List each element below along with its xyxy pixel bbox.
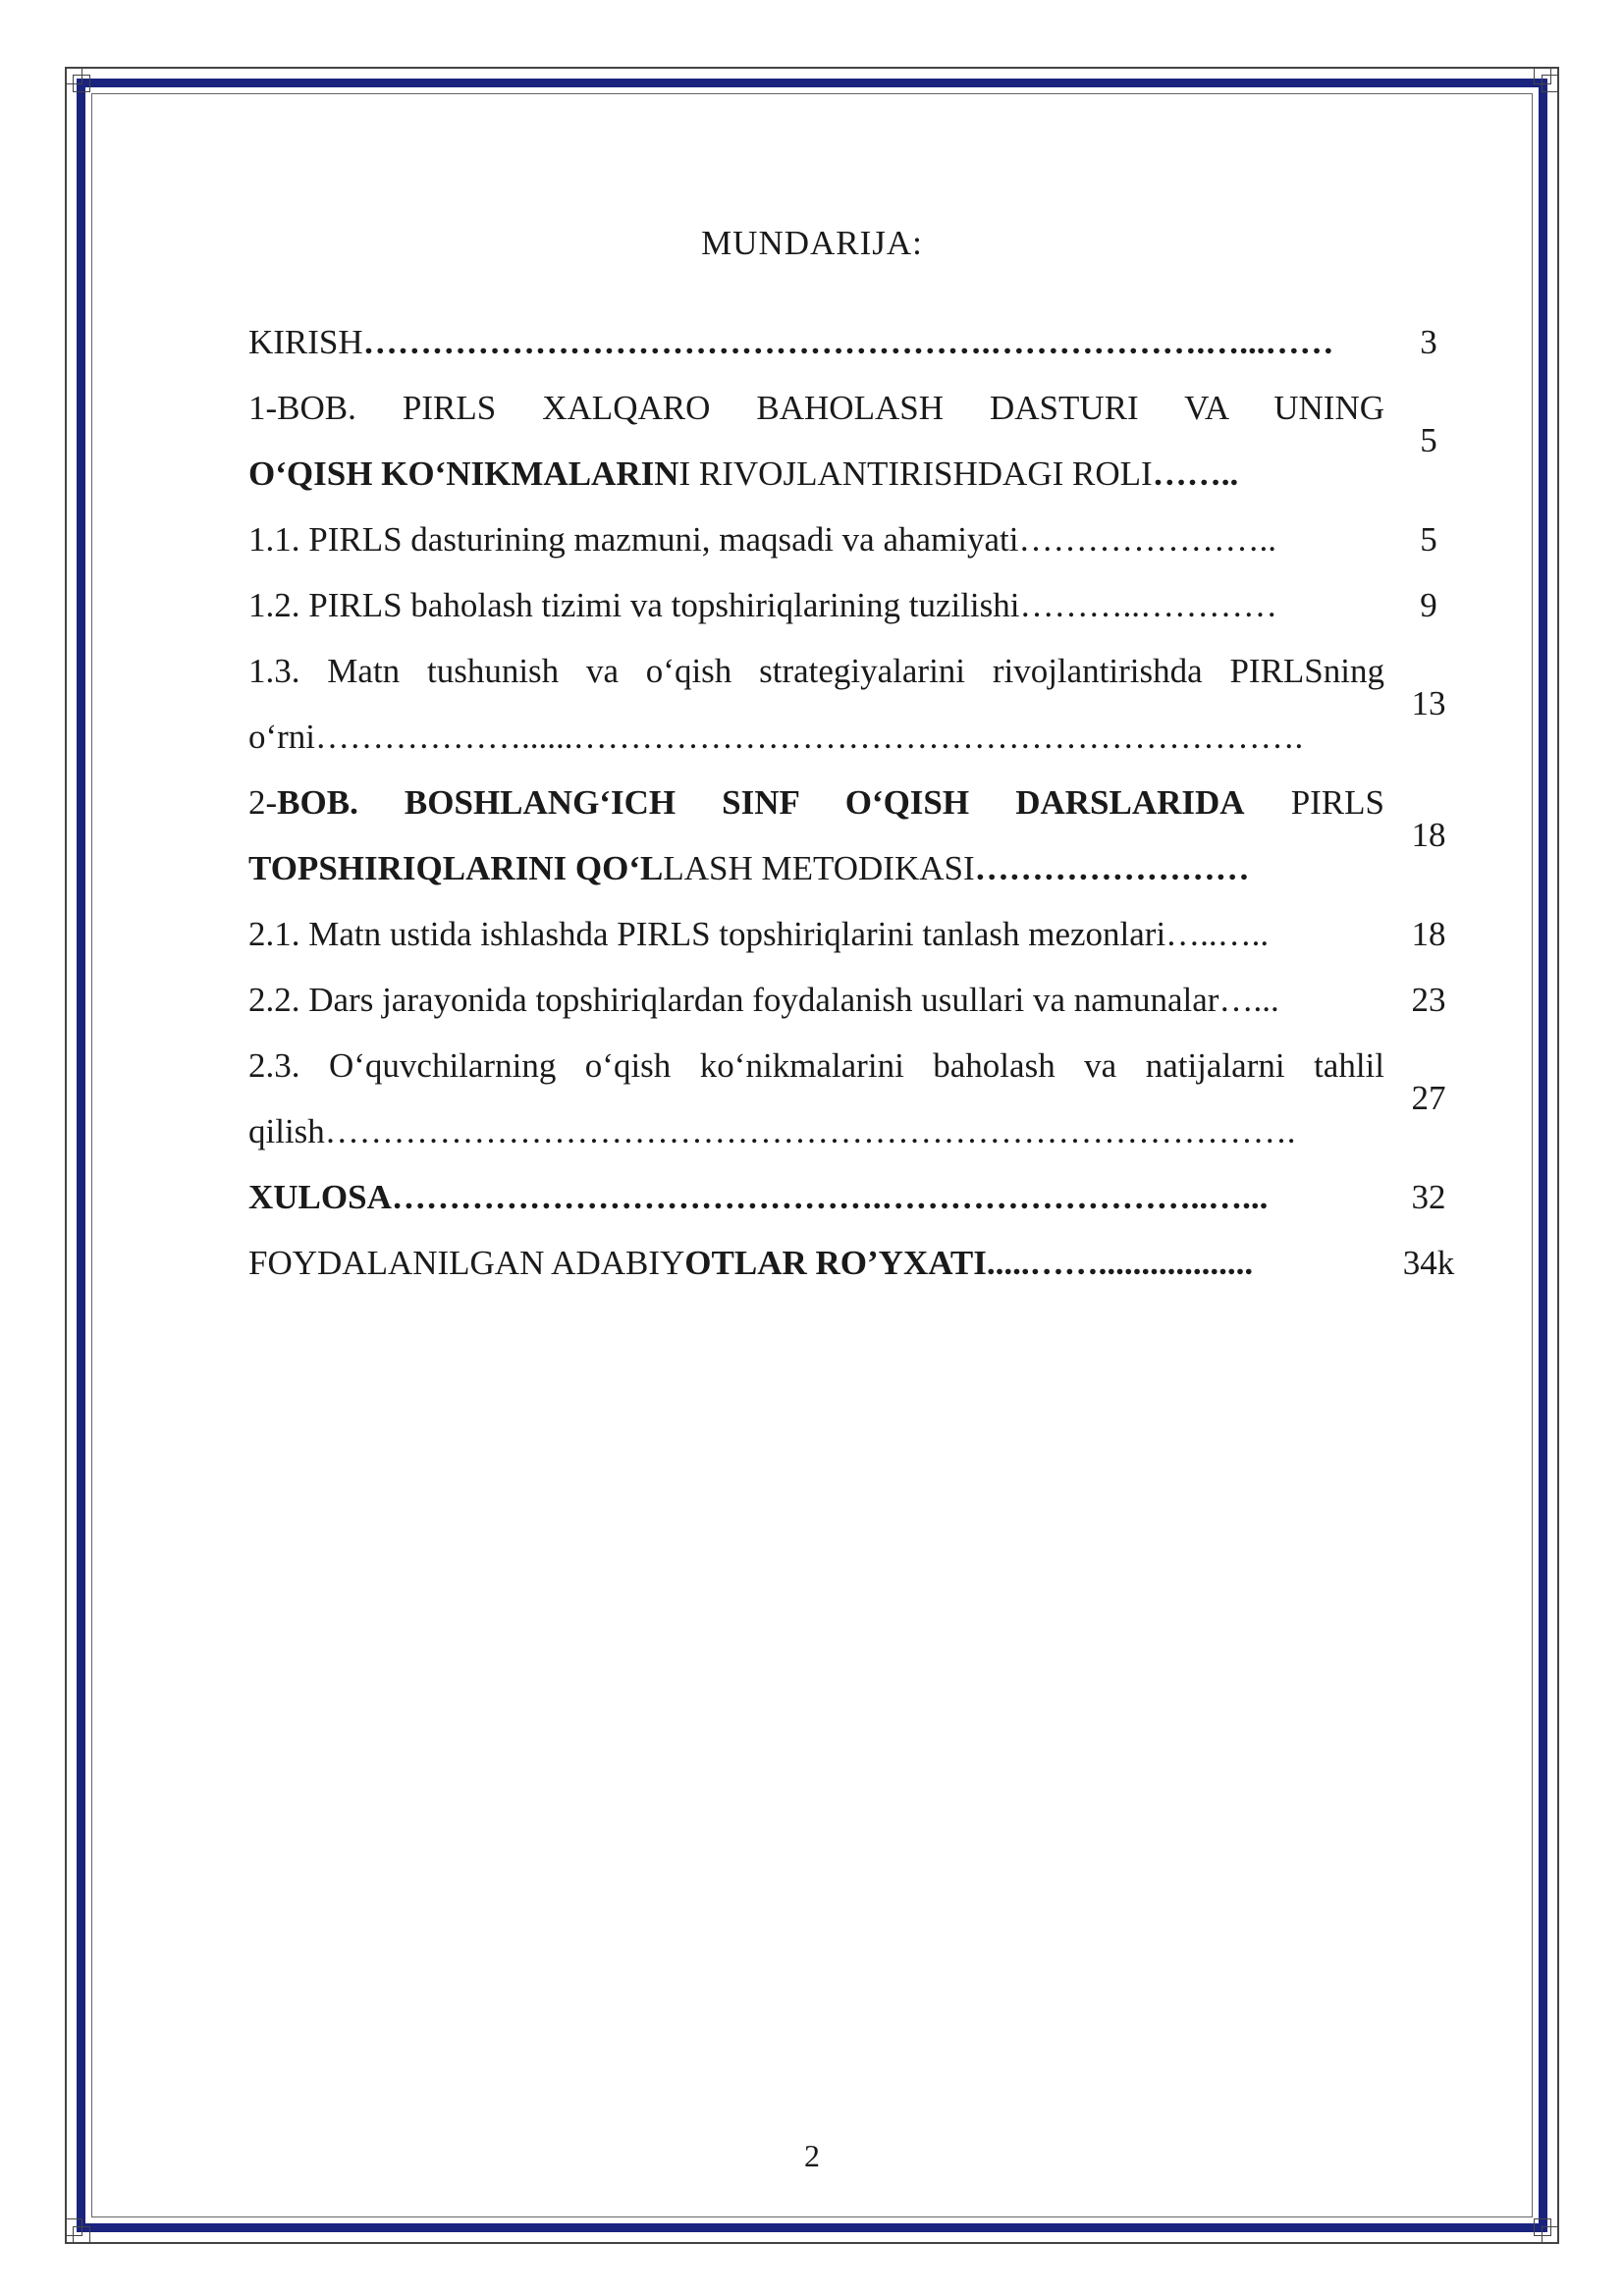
toc-entry-line — [248, 901, 1384, 967]
table-of-contents — [248, 309, 1476, 1296]
toc-entry-line — [248, 1033, 1384, 1098]
toc-text-run: o‘rni………………......………………………………………………………. — [248, 718, 1304, 756]
toc-entry-line — [248, 967, 1384, 1033]
toc-text-run: PIRLS — [1244, 783, 1385, 822]
toc-text-run: 2.2. Dars jarayonida topshiriqlardan foydalanish usullari va namunalar…... — [248, 981, 1279, 1019]
toc-text-run: LASH METODIKASI — [663, 849, 975, 887]
toc-text-run: ……………………………………………….……………….…...…… — [362, 323, 1334, 361]
toc-entry-line — [248, 1230, 1384, 1296]
toc-entry-page-number: 18 — [1411, 816, 1446, 854]
frame-corner-ornament — [1534, 67, 1559, 92]
toc-entry-title — [248, 901, 1384, 967]
toc-entry[interactable] — [248, 1033, 1476, 1164]
toc-entry[interactable] — [248, 901, 1476, 967]
page-number: 2 — [804, 2138, 820, 2173]
toc-entry-page-number: 34k — [1402, 1243, 1455, 1282]
toc-entry-page-number: 32 — [1411, 1177, 1446, 1216]
toc-entry-line — [248, 1098, 1384, 1164]
toc-text-run: I RIVOJLANTIRISHDAGI ROLI — [678, 454, 1153, 493]
toc-entry[interactable] — [248, 967, 1476, 1033]
toc-text-run: …………………… — [974, 849, 1250, 887]
toc-entry-page-number: 13 — [1411, 684, 1446, 722]
toc-entry[interactable] — [248, 1164, 1476, 1230]
toc-entry-title — [248, 1033, 1384, 1164]
toc-entry-line — [248, 375, 1384, 441]
toc-entry-page-number: 3 — [1420, 322, 1437, 361]
toc-entry-title — [248, 770, 1384, 901]
toc-entry-title — [248, 1164, 1384, 1230]
toc-text-run: FOYDALANILGAN ADABIY — [248, 1244, 685, 1282]
toc-text-run: qilish…………………………………………………………………………. — [248, 1112, 1296, 1150]
frame-corner-ornament — [1534, 2218, 1559, 2244]
toc-text-run: …………………………………….………………………..…... — [391, 1178, 1269, 1216]
toc-entry-line — [248, 1164, 1384, 1230]
toc-text-run: 1.2. PIRLS baholash tizimi va topshiriqlarining tuzilishi………..………… — [248, 586, 1278, 624]
toc-entry[interactable] — [248, 507, 1476, 572]
toc-entry-line — [248, 441, 1384, 507]
toc-entry-page-number: 23 — [1411, 980, 1446, 1019]
toc-entry-title — [248, 638, 1384, 770]
toc-entry-title — [248, 967, 1384, 1033]
toc-entry-line — [248, 770, 1384, 835]
toc-entry-line — [248, 507, 1384, 572]
toc-text-run: TOPSHIRIQLARINI QO‘L — [248, 849, 664, 887]
toc-entry-line — [248, 309, 1384, 375]
toc-entry-page-number: 27 — [1411, 1079, 1446, 1117]
toc-entry-line — [248, 572, 1384, 638]
toc-entry-line — [248, 638, 1384, 704]
toc-entry[interactable] — [248, 572, 1476, 638]
toc-entry[interactable] — [248, 309, 1476, 375]
toc-entry-page-number: 5 — [1420, 421, 1437, 459]
toc-entry-page-number: 18 — [1411, 914, 1446, 953]
toc-entry-title — [248, 309, 1384, 375]
toc-entry-title — [248, 572, 1384, 638]
toc-entry[interactable] — [248, 770, 1476, 901]
toc-entry-line — [248, 704, 1384, 770]
toc-entry-title — [248, 375, 1384, 507]
toc-text-run: 1.1. PIRLS dasturining mazmuni, maqsadi va ahamiyati………………….. — [248, 520, 1276, 559]
toc-text-run: 2.1. Matn ustida ishlashda PIRLS topshiriqlarini tanlash mezonlari…..….. — [248, 915, 1270, 953]
toc-entry-line — [248, 835, 1384, 901]
toc-text-run: OTLAR RO’YXATI — [684, 1244, 987, 1282]
toc-text-run: 1-BOB. PIRLS XALQARO BAHOLASH DASTURI VA UNING — [248, 389, 1384, 427]
toc-text-run: BOB. BOSHLANG‘ICH SINF O‘QISH DARSLARIDA — [277, 783, 1245, 822]
toc-entry[interactable] — [248, 1230, 1476, 1296]
toc-text-run: 2- — [248, 783, 278, 822]
frame-corner-ornament — [65, 67, 90, 92]
toc-text-run: …….. — [1152, 454, 1239, 493]
frame-corner-ornament — [65, 2218, 90, 2244]
toc-title: MUNDARIJA: — [701, 224, 923, 262]
toc-text-run: KIRISH — [248, 323, 363, 361]
toc-entry[interactable] — [248, 638, 1476, 770]
toc-entry-page-number: 9 — [1420, 585, 1437, 624]
toc-entry-title — [248, 507, 1384, 572]
toc-text-run: XULOSA — [248, 1178, 392, 1216]
toc-text-run: 1.3. Matn tushunish va o‘qish strategiyalarini rivojlantirishda PIRLSning — [248, 652, 1384, 690]
toc-text-run: O‘QISH KO‘NIKMALARIN — [248, 454, 679, 493]
toc-text-run: 2.3. O‘quvchilarning o‘qish ko‘nikmalarini baholash va natijalarni tahlil — [248, 1046, 1384, 1085]
toc-entry-title — [248, 1230, 1384, 1296]
toc-entry[interactable] — [248, 375, 1476, 507]
toc-text-run: .....…….................. — [986, 1244, 1254, 1282]
toc-entry-page-number: 5 — [1420, 519, 1437, 559]
